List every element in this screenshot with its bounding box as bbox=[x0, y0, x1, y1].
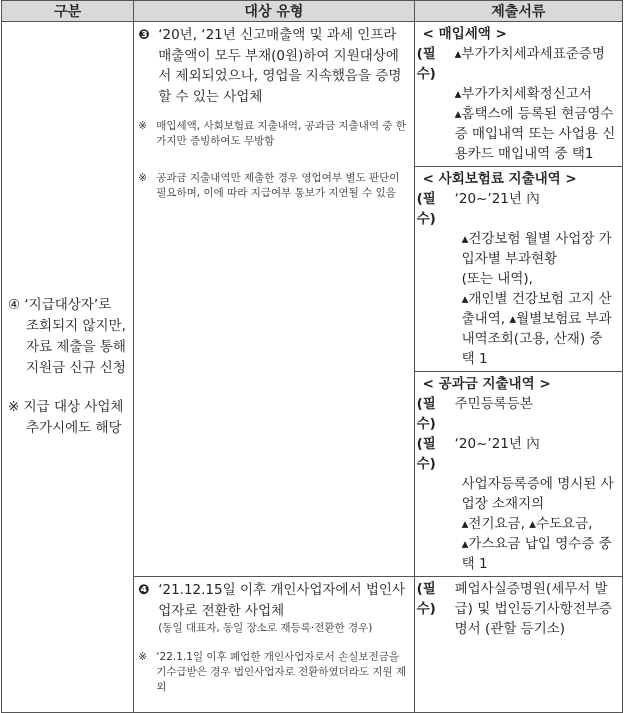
note-mark: ※ bbox=[138, 120, 148, 132]
type4-cell bbox=[134, 577, 414, 713]
header-category: 구분 bbox=[2, 1, 134, 22]
type3-note1: 매입세액, 사회보험료 지출내역, 공과금 지출내역 중 한가지만 증빙하여도 무방함 bbox=[156, 120, 407, 147]
submission-table bbox=[1, 0, 623, 713]
required-tag: (필수) bbox=[416, 191, 436, 227]
category-note: 추가시에도 해당 bbox=[26, 420, 122, 436]
type4-note: ‘22.1.1일 이후 폐업한 개인사업자로서 손실보전금을 기수급받은 경우 법인사업자로 전환하였더라도 지원 제외 bbox=[156, 651, 407, 693]
required-tag: (필수) bbox=[416, 46, 436, 82]
doc-item: 폐업사실증명원(세무서 발급) 및 법인등기사항전부증명서 (관할 등기소) bbox=[454, 581, 612, 637]
number-3-icon: ❸ bbox=[138, 27, 150, 43]
required-tag: (필수) bbox=[416, 436, 436, 472]
doc-item: 사업자등록증에 명시된 사업장 소재지의 bbox=[461, 476, 614, 512]
note-mark: ※ bbox=[138, 651, 148, 663]
type3-note2: 공과금 지출내역만 제출한 경우 영업여부 별도 판단이 필요하며, 이에 따라 지급여부 통보가 지연될 수 있음 bbox=[156, 172, 400, 199]
category-cell bbox=[2, 22, 134, 713]
docs-social-insurance bbox=[414, 167, 622, 372]
category-line: 조회되지 않지만, bbox=[26, 318, 126, 334]
doc-item: ‘20~’21년 內 bbox=[454, 191, 540, 207]
doc-item: ‘20~’21년 內 bbox=[454, 436, 540, 452]
doc-item: ▴가스요금 납입 영수증 중 택 1 bbox=[461, 536, 612, 572]
type3-cell bbox=[134, 22, 414, 577]
doc-item: ▴전기요금, ▴수도요금, bbox=[461, 516, 593, 532]
type4-small: (동일 대표자, 동일 장소로 재등록·전환한 경우) bbox=[158, 622, 373, 634]
header-documents: 제출서류 bbox=[414, 1, 622, 22]
doc-item: ▴건강보험 월별 사업장 가입자별 부과현황 bbox=[461, 231, 612, 267]
number-4-icon: ❹ bbox=[138, 582, 150, 598]
doc-item: 주민등록등본 bbox=[454, 396, 533, 412]
doc-item: ▴개인별 건강보험 고지 산출내역, ▴월별보험료 부과내역조회(고용, 산재) 중 택 1 bbox=[461, 291, 612, 367]
category-line: 자료 제출을 통해 bbox=[26, 339, 126, 355]
section-title-social-insurance: < 사회보험료 지출내역 > bbox=[422, 171, 577, 187]
required-tag: (필수) bbox=[416, 581, 436, 617]
doc-item: ▴홈택스에 등록된 현금영수증 매입내역 또는 사업용 신용카드 매입내역 중 택1 bbox=[454, 106, 616, 162]
section-title-utility-bills: < 공과금 지출내역 > bbox=[422, 376, 551, 392]
doc-item: ▴부가가치세확정신고서 bbox=[454, 86, 592, 102]
docs-closure bbox=[414, 577, 622, 713]
note-mark: ※ bbox=[138, 172, 148, 184]
required-tag: (필수) bbox=[416, 396, 436, 432]
doc-item: (또는 내역), bbox=[461, 271, 533, 287]
docs-purchase-tax bbox=[414, 22, 622, 167]
category-line: 지원금 신규 신청 bbox=[26, 360, 126, 376]
type4-text: ‘21.12.15일 이후 개인사업자에서 법인사업자로 전환한 사업체 bbox=[158, 582, 406, 619]
type3-text: ‘20년, ‘21년 신고매출액 및 과세 인프라 매출액이 모두 부재(0원)하여 지원대상에서 제외되었으나, 영업을 지속했음을 증명할 수 있는 사업체 bbox=[158, 27, 402, 105]
header-target-type: 대상 유형 bbox=[134, 1, 414, 22]
category-note: ※ 지급 대상 사업체 bbox=[8, 399, 124, 415]
section-title-purchase-tax: < 매입세액 > bbox=[422, 26, 507, 42]
doc-item: ▴부가가치세과세표준증명 bbox=[454, 46, 605, 62]
header-row bbox=[2, 1, 623, 22]
docs-utility-bills bbox=[414, 372, 622, 577]
category-line: ④ ‘지급대상자’로 bbox=[8, 297, 112, 313]
